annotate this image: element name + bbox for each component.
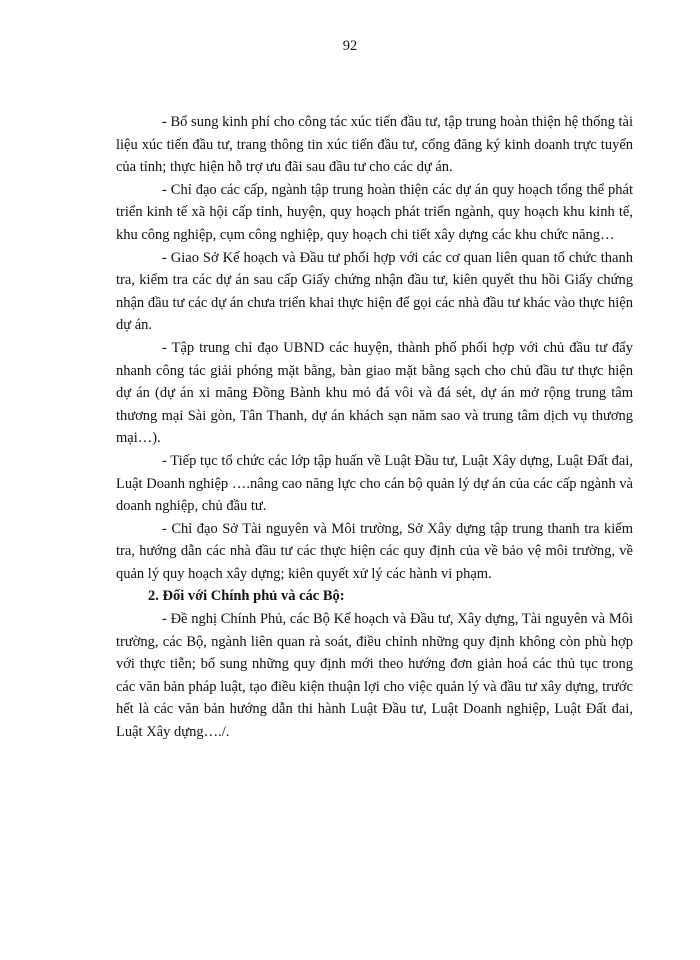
- document-body: [116, 111, 633, 744]
- paragraph-government-proposal: - Đề nghị Chính Phủ, các Bộ Kế hoạch và Đầu tư, Xây dựng, Tài nguyên và Môi trường, các Bộ, ngành liên quan rà soát, điều chỉnh những quy định không còn phù hợp với thực tiễn; bổ sung những quy định mới theo hướng đơn giản hoá các thủ tục trong các văn bản pháp luật, tạo điều kiện thuận lợi cho việc quản lý và đầu tư xây dựng, trước hết là các văn bản hướng dẫn thi hành Luật Đầu tư, Luật Doanh nghiệp, Luật Đất đai, Luật Xây dựng…./.: [116, 611, 633, 741]
- paragraph-inspection: - Giao Sở Kế hoạch và Đầu tư phối hợp với các cơ quan liên quan tổ chức thanh tra, kiểm tra các dự án sau cấp Giấy chứng nhận đầu tư, kiên quyết thu hồi Giấy chứng nhận đầu tư các dự án chưa triển khai thực hiện để gọi các nhà đầu tư khác vào thực hiện dự án.: [116, 249, 633, 334]
- page-number: 92: [342, 38, 358, 54]
- paragraph-planning: - Chỉ đạo các cấp, ngành tập trung hoàn thiện các dự án quy hoạch tổng thể phát triển kinh tế xã hội cấp tỉnh, huyện, quy hoạch phát triển ngành, quy hoạch khu kinh tế, khu công nghiệp, cụm công nghiệp, quy hoạch chi tiết xây dựng các khu chức năng…: [116, 181, 633, 243]
- paragraph-environment: - Chỉ đạo Sở Tài nguyên và Môi trường, Sở Xây dựng tập trung thanh tra kiểm tra, hướng dẫn các nhà đầu tư các thực hiện các quy định của về bảo vệ môi trường, về quản lý quy hoạch xây dựng; kiên quyết xử lý các hành vi phạm.: [116, 520, 633, 582]
- section-heading-government: 2. Đối với Chính phủ và các Bộ:: [148, 588, 345, 605]
- paragraph-investment-promotion: - Bổ sung kinh phí cho công tác xúc tiến đầu tư, tập trung hoàn thiện hệ thống tài liệu xúc tiến đầu tư, trang thông tin xúc tiến đầu tư, cổng đăng ký kinh doanh trực tuyến của tỉnh; thực hiện hỗ trợ ưu đãi sau đầu tư cho các dự án.: [116, 114, 633, 176]
- paragraph-site-clearance: - Tập trung chỉ đạo UBND các huyện, thành phố phối hợp với chủ đầu tư đẩy nhanh công tác giải phóng mặt bằng, bàn giao mặt bằng sạch cho chủ đầu tư thực hiện dự án (dự án xi măng Đồng Bành khu mỏ đá vôi và đá sét, dự án mở rộng trung tâm thương mại Sài gòn, Tân Thanh, dự án khách sạn năm sao và trung tâm dịch vụ thương mại…).: [116, 339, 633, 447]
- paragraph-training: - Tiếp tục tổ chức các lớp tập huấn về Luật Đầu tư, Luật Xây dựng, Luật Đất đai, Luật Doanh nghiệp ….nâng cao năng lực cho cán bộ quản lý dự án của các cấp ngành và doanh nghiệp, chủ đầu tư.: [116, 452, 633, 515]
